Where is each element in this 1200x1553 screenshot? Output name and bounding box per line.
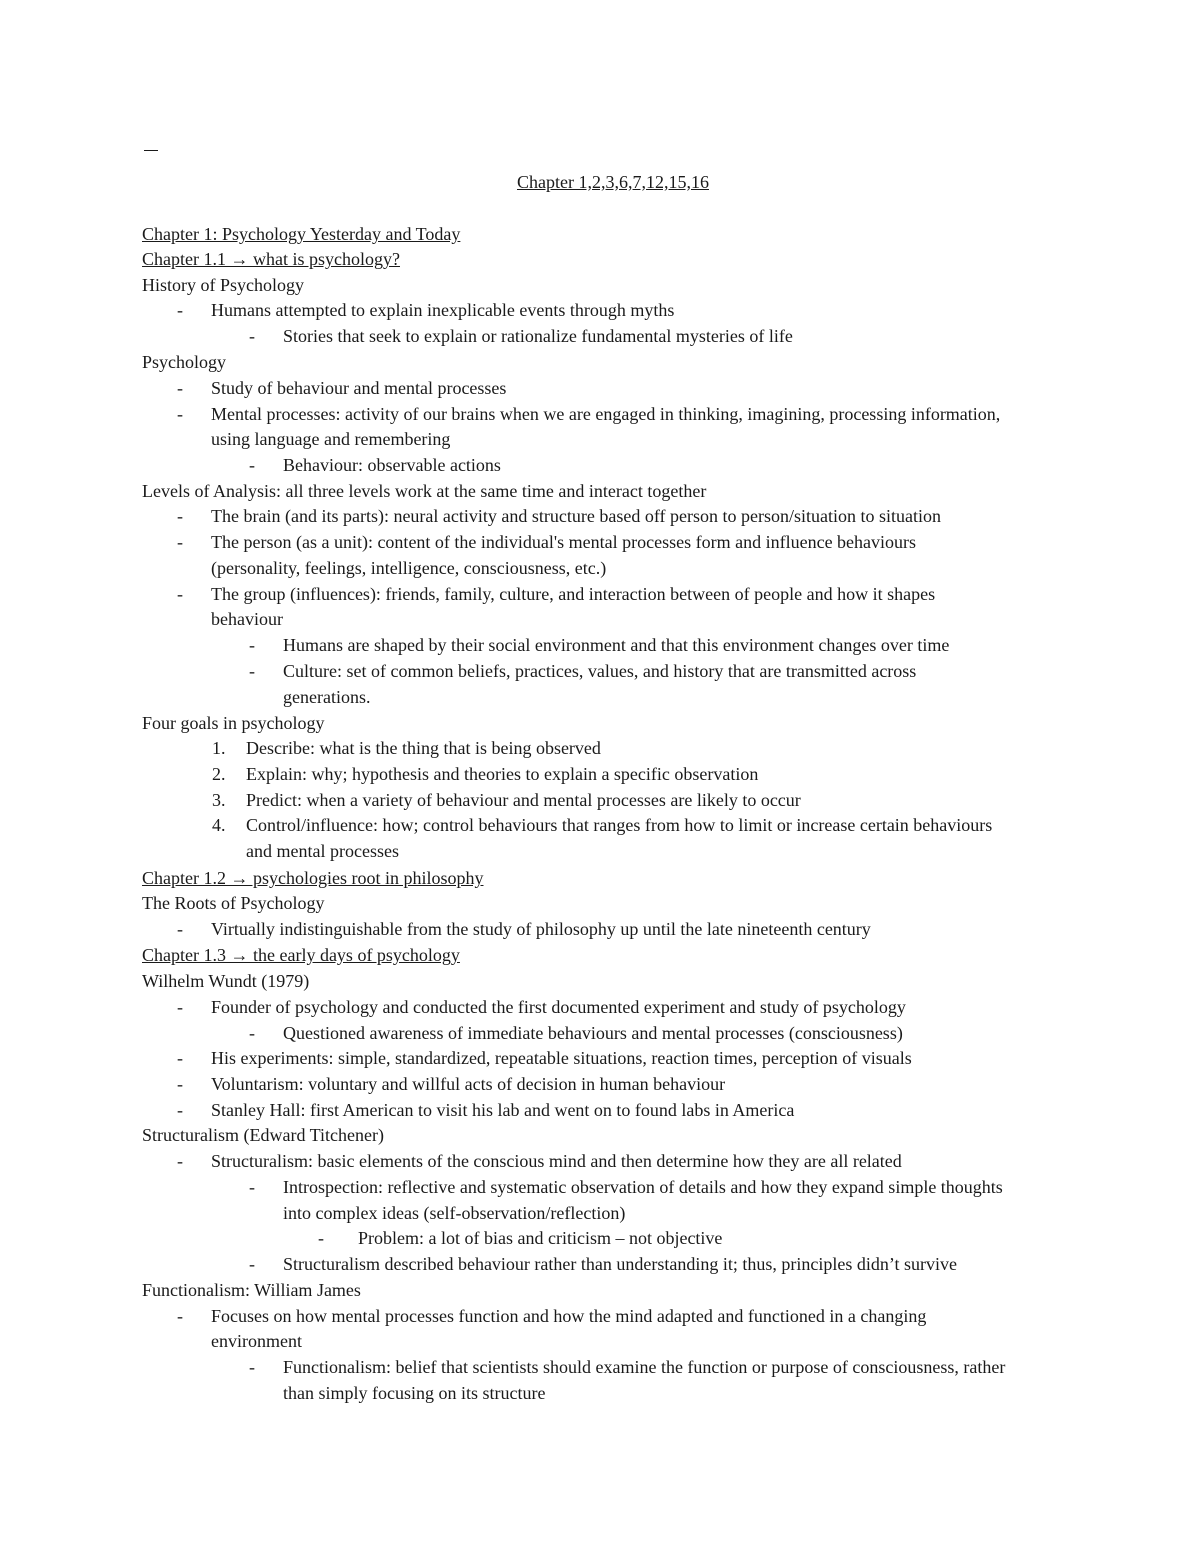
bullet-dash: -: [177, 1306, 183, 1326]
note-line: environment: [211, 1331, 302, 1351]
topic-line: Functionalism: William James: [142, 1280, 361, 1300]
note-line: generations.: [283, 687, 371, 707]
note-line: (personality, feelings, intelligence, consciousness, etc.): [211, 558, 607, 578]
topic-line: Structuralism (Edward Titchener): [142, 1125, 384, 1145]
page-mark: [144, 150, 158, 151]
page-title: Chapter 1,2,3,6,7,12,15,16: [517, 172, 709, 192]
note-line: Introspection: reflective and systematic observation of details and how they expand simple thoughts: [283, 1177, 1003, 1197]
note-line: Stories that seek to explain or rationalize fundamental mysteries of life: [283, 326, 793, 346]
section-heading: Chapter 1.3 → the early days of psychology: [142, 945, 460, 965]
list-number: 3.: [212, 790, 226, 810]
note-line: Questioned awareness of immediate behaviours and mental processes (consciousness): [283, 1023, 903, 1043]
note-line: Study of behaviour and mental processes: [211, 378, 507, 398]
section-heading: Chapter 1.2 → psychologies root in philosophy: [142, 868, 484, 888]
section-heading: Chapter 1: Psychology Yesterday and Today: [142, 224, 461, 244]
note-line: than simply focusing on its structure: [283, 1383, 546, 1403]
note-line: Culture: set of common beliefs, practices, values, and history that are transmitted across: [283, 661, 917, 681]
bullet-dash: -: [318, 1228, 324, 1248]
bullet-dash: -: [249, 1254, 255, 1274]
bullet-dash: -: [249, 661, 255, 681]
bullet-dash: -: [177, 506, 183, 526]
topic-line: History of Psychology: [142, 275, 304, 295]
note-line: Problem: a lot of bias and criticism – not objective: [358, 1228, 723, 1248]
note-line: Control/influence: how; control behaviours that ranges from how to limit or increase certain behaviours: [246, 815, 993, 835]
list-number: 2.: [212, 764, 226, 784]
note-line: The brain (and its parts): neural activity and structure based off person to person/situation to situation: [211, 506, 941, 526]
bullet-dash: -: [249, 1023, 255, 1043]
bullet-dash: -: [249, 1177, 255, 1197]
note-line: Predict: when a variety of behaviour and mental processes are likely to occur: [246, 790, 801, 810]
bullet-dash: -: [177, 997, 183, 1017]
topic-line: The Roots of Psychology: [142, 893, 325, 913]
note-line: Explain: why; hypothesis and theories to explain a specific observation: [246, 764, 759, 784]
list-number: 1.: [212, 738, 226, 758]
note-line: Founder of psychology and conducted the first documented experiment and study of psychology: [211, 997, 906, 1017]
note-line: The group (influences): friends, family, culture, and interaction between of people and how it shapes: [211, 584, 936, 604]
topic-line: Psychology: [142, 352, 227, 372]
bullet-dash: -: [177, 300, 183, 320]
topic-line: Wilhelm Wundt (1979): [142, 971, 310, 991]
note-line: Functionalism: belief that scientists should examine the function or purpose of consciousness, rather: [283, 1357, 1006, 1377]
note-line: Stanley Hall: first American to visit his lab and went on to found labs in America: [211, 1100, 795, 1120]
section-heading: Chapter 1.1 → what is psychology?: [142, 249, 400, 269]
note-line: into complex ideas (self-observation/reflection): [283, 1203, 626, 1223]
note-line: Voluntarism: voluntary and willful acts of decision in human behaviour: [211, 1074, 726, 1094]
note-line: behaviour: [211, 609, 283, 629]
bullet-dash: -: [177, 1100, 183, 1120]
bullet-dash: -: [177, 1048, 183, 1068]
bullet-dash: -: [177, 1074, 183, 1094]
note-line: Structuralism described behaviour rather than understanding it; thus, principles didn’t survive: [283, 1254, 958, 1274]
note-line: Mental processes: activity of our brains when we are engaged in thinking, imagining, processing information,: [211, 404, 1001, 424]
note-line: The person (as a unit): content of the individual's mental processes form and influence behaviours: [211, 532, 917, 552]
bullet-dash: -: [249, 1357, 255, 1377]
note-line: and mental processes: [246, 841, 399, 861]
bullet-dash: -: [177, 919, 183, 939]
note-line: Focuses on how mental processes function and how the mind adapted and functioned in a changing: [211, 1306, 927, 1326]
bullet-dash: -: [177, 404, 183, 424]
topic-line: Four goals in psychology: [142, 713, 325, 733]
note-line: Humans attempted to explain inexplicable events through myths: [211, 300, 675, 320]
note-line: Humans are shaped by their social environment and that this environment changes over time: [283, 635, 950, 655]
bullet-dash: -: [249, 635, 255, 655]
note-line: His experiments: simple, standardized, repeatable situations, reaction times, perception of visuals: [211, 1048, 912, 1068]
bullet-dash: -: [249, 326, 255, 346]
list-number: 4.: [212, 815, 226, 835]
bullet-dash: -: [177, 378, 183, 398]
topic-line: Levels of Analysis: all three levels work at the same time and interact together: [142, 481, 707, 501]
note-line: Virtually indistinguishable from the study of philosophy up until the late nineteenth century: [211, 919, 871, 939]
note-line: using language and remembering: [211, 429, 451, 449]
note-line: Describe: what is the thing that is being observed: [246, 738, 601, 758]
bullet-dash: -: [177, 532, 183, 552]
bullet-dash: -: [177, 584, 183, 604]
bullet-dash: -: [249, 455, 255, 475]
note-line: Structuralism: basic elements of the conscious mind and then determine how they are all related: [211, 1151, 902, 1171]
bullet-dash: -: [177, 1151, 183, 1171]
note-line: Behaviour: observable actions: [283, 455, 501, 475]
